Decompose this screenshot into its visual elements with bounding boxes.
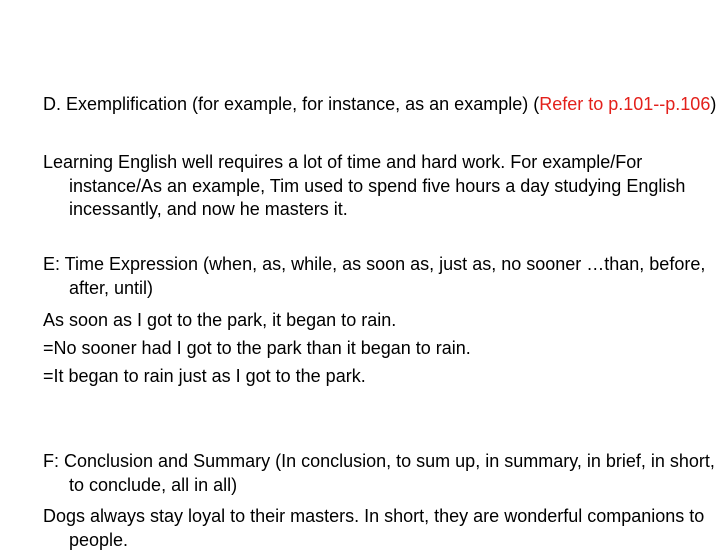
section-e-sentence-3: =It began to rain just as I got to the park.	[43, 366, 366, 386]
section-d-heading-close: )	[710, 94, 717, 114]
section-e-sentence-1: As soon as I got to the park, it began to rain.	[43, 310, 397, 330]
section-f-example: Dogs always stay loyal to their masters. In short, they are wonderful companions to people.	[43, 506, 705, 550]
section-f-heading: F: Conclusion and Summary (In conclusion, to sum up, in summary, in brief, in short, to conclude, all in all)	[43, 451, 715, 495]
section-d-heading-text: D. Exemplification (for example, for instance, as an example) (	[43, 94, 540, 114]
section-e-sentence-2: =No sooner had I got to the park than it began to rain.	[43, 338, 471, 358]
section-e-heading: E: Time Expression (when, as, while, as soon as, just as, no sooner …than, before, after, until)	[43, 254, 706, 298]
section-d-page-reference: Refer to p.101--p.106	[539, 94, 711, 114]
section-d-heading	[43, 93, 719, 117]
section-d-example: Learning English well requires a lot of time and hard work. For example/For instance/As an example, Tim used to spend five hours a day studying English incessantly, and now he masters it.	[43, 152, 686, 219]
